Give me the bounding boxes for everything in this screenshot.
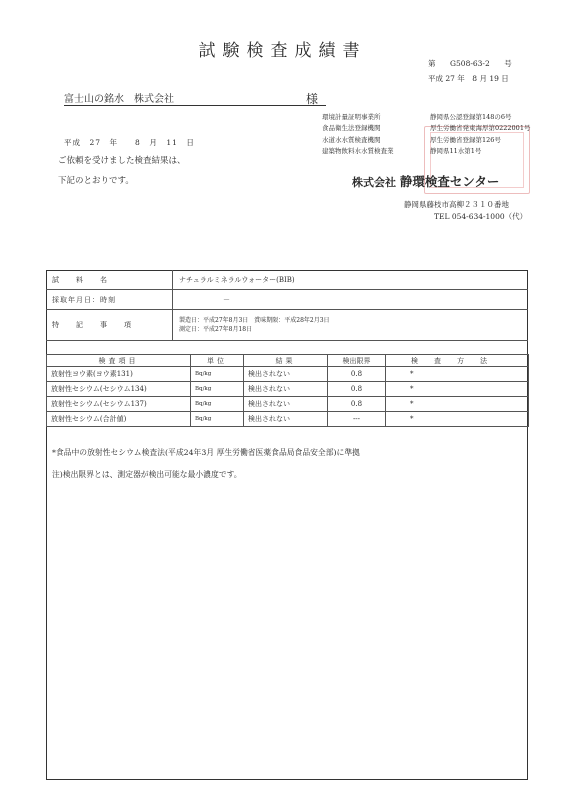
document-number-value: G508-63-2 (450, 59, 490, 68)
collection-row (46, 290, 528, 310)
document-number-suffix: 号 (504, 59, 512, 68)
result-cell: 検出されない (244, 397, 328, 412)
registration-list (322, 112, 530, 157)
item-cell: 放射性セシウム(合計値) (47, 412, 191, 427)
detection-limit-footnote: 注)検出限界とは、測定器が検出可能な最小濃度です。 (52, 470, 242, 479)
limit-cell: 0.8 (328, 397, 386, 412)
registration-row: 食品衛生法登録機関 厚生労働省発東海厚第0222001号 (322, 124, 531, 133)
intro-line-2: 下記のとおりです。 (58, 176, 134, 186)
method-cell: * (386, 412, 529, 427)
lab-company-name (352, 172, 499, 190)
results-header-row (47, 355, 529, 367)
method-cell: * (386, 382, 529, 397)
collection-date-value: － (173, 290, 529, 310)
unit-cell: Bq/kg (191, 382, 244, 397)
collection-date-label: 採取年月日：時刻 (46, 290, 173, 310)
document-number (428, 58, 512, 69)
method-footnote: *食品中の放射性セシウム検査法(平成24年3月 厚生労働省医薬食品局食品安全部)に準拠 (52, 448, 360, 457)
remarks-label: 特 記 事 項 (46, 310, 173, 341)
results-frame (46, 270, 528, 780)
unit-cell: Bq/kg (191, 397, 244, 412)
item-cell: 放射性セシウム(セシウム137) (47, 397, 191, 412)
unit-cell: Bq/kg (191, 367, 244, 382)
lab-address-block (404, 199, 527, 223)
limit-cell: 0.8 (328, 367, 386, 382)
lab-address: 静岡県藤枝市高柳２３１０番地 (404, 200, 509, 209)
company-prefix: 株式会社 (352, 176, 396, 189)
addressee-name: 富士山の銘水 株式会社 (64, 94, 174, 105)
remarks-line-2: 測定日：平成27年8月18日 (179, 326, 253, 333)
registration-row: 水道水水質検査機関 厚生労働省登録第126号 (322, 135, 501, 144)
addressee (64, 90, 326, 106)
results-table (46, 354, 529, 427)
issue-date: 平成 27 年 8 月 19 日 (428, 74, 509, 83)
item-cell: 放射性セシウム(セシウム134) (47, 382, 191, 397)
addressee-honorific: 様 (305, 92, 318, 106)
table-row (47, 397, 529, 412)
result-cell: 検出されない (244, 367, 328, 382)
company-name: 静環検査センター (399, 174, 500, 189)
remarks-row (46, 310, 528, 341)
table-row (47, 367, 529, 382)
remarks-line-1: 製造日：平成27年8月3日 賞味期限：平成28年2月3日 (179, 317, 330, 324)
result-cell: 検出されない (244, 382, 328, 397)
header-item: 検査項目 (47, 355, 191, 367)
item-cell: 放射性ヨウ素(ヨウ素131) (47, 367, 191, 382)
registration-row: 環境計量証明事業所 静岡県公認登録第148の6号 (322, 113, 512, 121)
limit-cell: 0.8 (328, 382, 386, 397)
method-cell: * (386, 367, 529, 382)
intro-line-1: ご依頼を受けました検査結果は、 (58, 156, 186, 166)
lab-telephone: TEL 054-634-1000（代） (434, 212, 528, 221)
table-row (47, 412, 529, 427)
unit-cell: Bq/kg (191, 412, 244, 427)
table-row (47, 382, 529, 397)
header-result: 結果 (244, 355, 328, 367)
header-method: 検査方法 (386, 355, 529, 367)
header-unit: 単位 (191, 355, 244, 367)
sample-row (46, 270, 528, 290)
registration-row: 建築物飲料水水質検査業 静岡県11水第1号 (322, 146, 482, 155)
remarks-value (173, 310, 529, 341)
method-cell: * (386, 397, 529, 412)
sample-name-label: 試 料 名 (46, 270, 173, 290)
limit-cell: --- (328, 412, 386, 427)
result-cell: 検出されない (244, 412, 328, 427)
sample-info-table (46, 270, 528, 341)
document-title: 試験検査成績書 (198, 41, 367, 61)
header-limit: 検出限界 (328, 355, 386, 367)
request-date: 平成 27 年 8 月 11 日 (64, 138, 195, 147)
sample-name-value: ナチュラルミネラルウォーター(BIB) (173, 270, 529, 290)
document-number-prefix: 第 (428, 59, 436, 68)
